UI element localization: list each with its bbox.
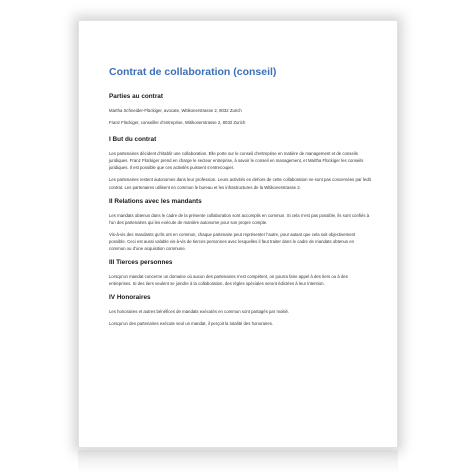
party-line: Martha Schneider-Flückiger, avocate, Witikonerstrasse 2, 8032 Zurich xyxy=(109,108,242,113)
document-content xyxy=(109,66,371,335)
section-relations-mandants xyxy=(109,198,371,252)
section-paragraph: Les partenaires restent autonomes dans leur profession. Leurs activités en dehors de cette collaboration ne sont pas concernées par ledit contrat. Les partenaires utilisent en commun le bureau et les infrastructures de la Witikonerstrasse 2. xyxy=(109,177,371,190)
section-paragraph: Les mandats obtenus dans le cadre de la présente collaboration sont accomplis en commun. Si cela n’est pas possible, ils sont confiés à l’un des partenaires qui les exécute de manière autonome pour son propre compte. xyxy=(109,212,370,225)
section-tierces-personnes xyxy=(109,259,371,287)
document-title: Contrat de collaboration (conseil) xyxy=(109,66,277,78)
parties-section xyxy=(109,93,371,126)
section-heading: II Relations avec les mandants xyxy=(109,197,202,205)
page-reflection xyxy=(78,450,398,474)
section-paragraph: Les honoraires et autres bénéfices de mandats exécutés en commun sont partagés par moitié. xyxy=(109,309,290,315)
section-paragraph: Lorsqu’un mandat concerne un domaine où aucun des partenaires n’est compétent, on pourra faire appel à des tiers ou à des entreprises. Si des tiers veulent se joindre à la collaboration, des règles spéciales seront édictées à leur intention. xyxy=(109,274,348,287)
section-paragraph: Les partenaires décident d’établir une collaboration. Elle porte sur le conseil d’entreprise en matière de management et de conseils juridiques. Franz Flückiger prend en charge le secteur entreprise, à savoir le conseil en management, et Martha Flückiger les conseils juridiques. Il est possible que ces activités puissent s’entrecouper. xyxy=(109,151,364,171)
section-paragraph: Lorsqu’un des partenaires exécute seul un mandat, il perçoit la totalité des honoraires. xyxy=(109,321,274,327)
section-heading: I But du contrat xyxy=(109,136,157,144)
section-heading: III Tierces personnes xyxy=(109,259,173,267)
section-heading: IV Honoraires xyxy=(109,294,151,302)
document-page xyxy=(78,20,398,448)
parties-heading: Parties au contrat xyxy=(109,93,163,100)
party-line: Franz Flückiger, conseiller d’entreprise, Witikonerstrasse 2, 8032 Zurich xyxy=(109,120,246,126)
section-but-du-contrat xyxy=(109,136,371,190)
section-honoraires xyxy=(109,294,371,327)
section-paragraph: Vis-à-vis des mandants qu’ils ont en commun, chaque partenaire peut représenter l’autre, pour autant que cela soit objectivement possible. Ceci est aussi valable vis-à-vis de tierces personnes avec lesquelles il faut traiter dans le cadre de mandats obtenus en commun ou d’une acquisition commune. xyxy=(109,231,356,252)
